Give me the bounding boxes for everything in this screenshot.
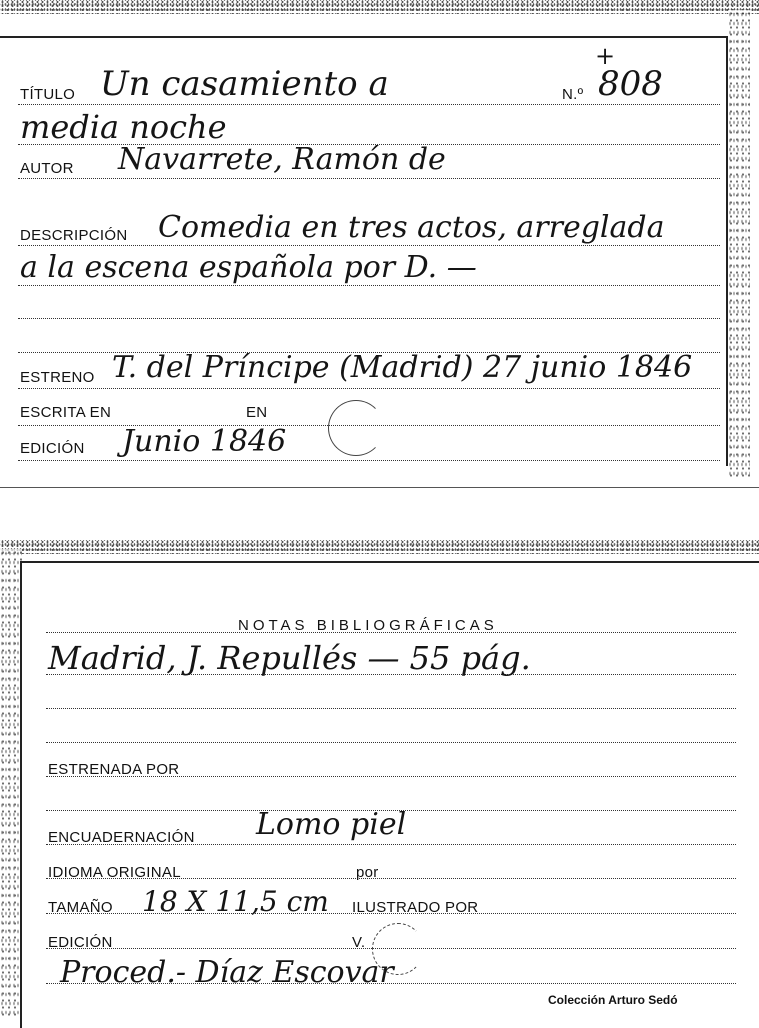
card-frame-left [20,561,22,1028]
card-frame-top [20,561,759,563]
punch-hole-mark [372,923,424,975]
ruled-line [18,245,720,246]
card-edge-texture [0,549,22,1019]
ilustrado-por-label: ILUSTRADO POR [352,899,479,916]
numero-value: 808 [598,64,663,104]
catalog-card-back [0,535,759,1028]
descripcion-value-line2: a la escena española por D. — [20,250,477,285]
ruled-line [18,178,720,179]
ruled-line [18,285,720,286]
ruled-line [46,708,736,709]
card-frame-right [726,36,728,466]
autor-value: Navarrete, Ramón de [118,142,446,177]
v-label: V. [352,934,366,951]
encuadernacion-value: Lomo piel [256,807,407,842]
punch-hole-mark [328,400,384,456]
titulo-value-line1: Un casamiento a [100,64,389,104]
catalog-card-front [0,0,759,492]
card-edge-texture [0,540,759,554]
idioma-original-label: IDIOMA ORIGINAL [48,864,181,881]
card-frame-bottom [0,487,759,488]
edicion-label: EDICIÓN [48,934,113,951]
estreno-label: ESTRENO [20,369,95,386]
ruled-line [46,632,736,633]
titulo-label: TÍTULO [20,86,76,103]
card-frame-top [0,36,728,38]
encuadernacion-label: ENCUADERNACIÓN [48,829,195,846]
edicion-label: EDICIÓN [20,440,85,457]
descripcion-value-line1: Comedia en tres actos, arreglada [158,210,665,245]
ruled-line [46,742,736,743]
en-label: EN [246,404,268,421]
tamano-value: 18 X 11,5 cm [142,885,329,918]
por-label: por [356,864,379,881]
ruled-line [18,460,720,461]
notas-value: Madrid, J. Repullés — 55 pág. [48,639,531,677]
card-edge-texture [0,0,759,14]
ruled-line [18,318,720,319]
estreno-value: T. del Príncipe (Madrid) 27 junio 1846 [112,350,693,385]
card-edge-texture [728,10,750,480]
estrenada-por-label: ESTRENADA POR [48,761,180,778]
autor-label: AUTOR [20,160,74,177]
titulo-value-line2: media noche [20,108,227,146]
proced-value: Proced.- Díaz Escovar [60,955,394,990]
ruled-line [18,104,720,105]
numero-plus-mark: + [595,42,616,70]
tamano-label: TAMAÑO [48,899,113,916]
descripcion-label: DESCRIPCIÓN [20,227,128,244]
collection-credit: Colección Arturo Sedó [548,993,678,1007]
notas-bibliograficas-heading: NOTAS BIBLIOGRÁFICAS [238,617,498,634]
edicion-value: Junio 1846 [122,424,287,459]
ruled-line [18,388,720,389]
escrita-en-label: ESCRITA EN [20,404,112,421]
numero-label: N.º [562,86,584,103]
